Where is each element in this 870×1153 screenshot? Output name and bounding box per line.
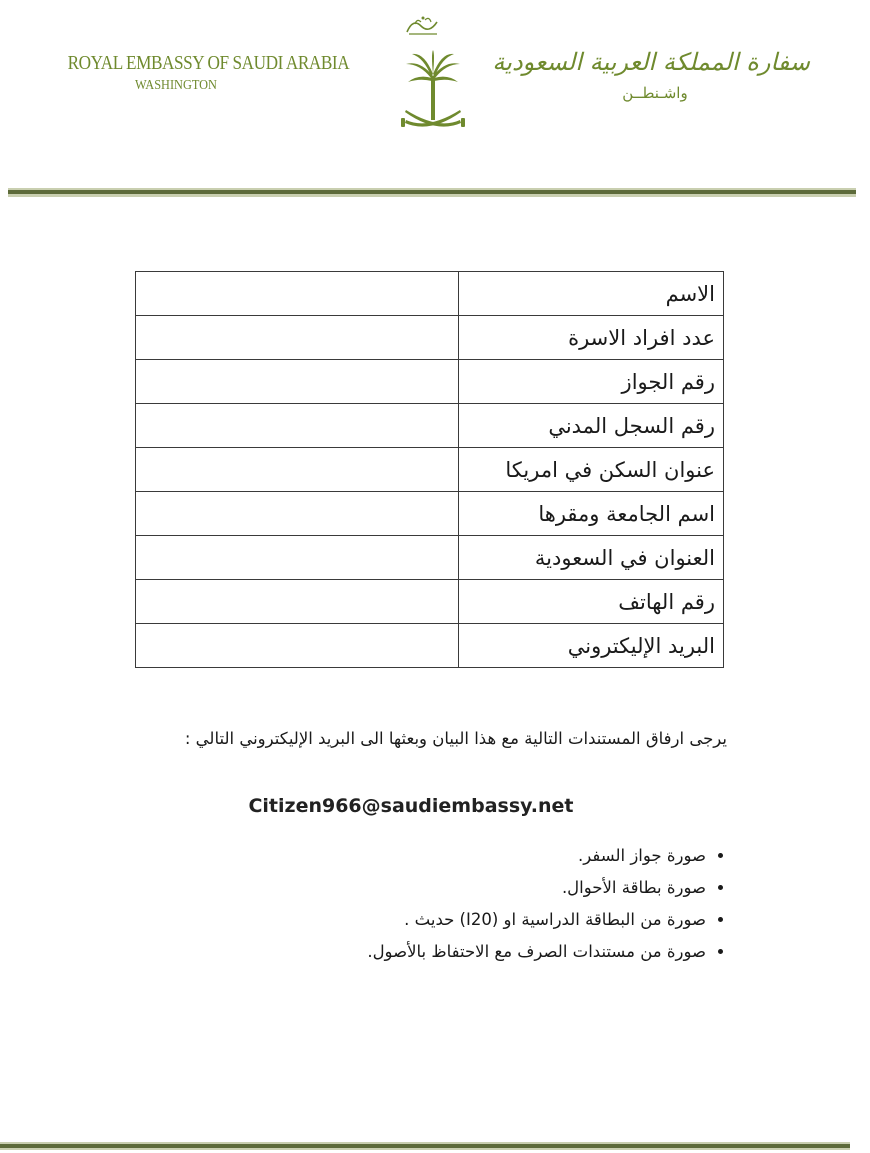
field-label-civil-registry: رقم السجل المدني <box>459 404 724 448</box>
list-item: • صورة جواز السفر. <box>200 840 706 872</box>
table-row <box>136 580 724 624</box>
applicant-info-table <box>135 271 724 668</box>
table-row <box>136 360 724 404</box>
table-row <box>136 316 724 360</box>
field-value-phone[interactable] <box>136 580 459 624</box>
letterhead-english <box>50 52 350 94</box>
table-row <box>136 536 724 580</box>
field-value-saudi-address[interactable] <box>136 536 459 580</box>
city-name-arabic: واشـنطــن <box>622 84 688 102</box>
city-name-english: WASHINGTON <box>135 78 217 93</box>
embassy-name-english: ROYAL EMBASSY OF SAUDI ARABIA <box>67 52 350 74</box>
table-row <box>136 272 724 316</box>
field-value-civil-registry[interactable] <box>136 404 459 448</box>
embassy-name-arabic: سفارة المملكة العربية السعودية <box>492 48 810 76</box>
table-row <box>136 448 724 492</box>
list-item: • صورة من البطاقة الدراسية او (I20) حديث . <box>200 904 706 936</box>
field-value-us-address[interactable] <box>136 448 459 492</box>
field-label-university: اسم الجامعة ومقرها <box>459 492 724 536</box>
table-row <box>136 624 724 668</box>
field-value-name[interactable] <box>136 272 459 316</box>
field-value-family-members[interactable] <box>136 316 459 360</box>
field-value-email[interactable] <box>136 624 459 668</box>
table-row <box>136 404 724 448</box>
header-divider <box>8 188 856 199</box>
submission-email-link[interactable]: Citizen966@saudiembassy.net <box>248 795 574 817</box>
list-item: • صورة من مستندات الصرف مع الاحتفاظ بالأصول. <box>200 936 706 968</box>
field-label-saudi-address: العنوان في السعودية <box>459 536 724 580</box>
letterhead-arabic <box>492 48 810 102</box>
field-value-university[interactable] <box>136 492 459 536</box>
list-item: • صورة بطاقة الأحوال. <box>200 872 706 904</box>
field-label-email: البريد الإليكتروني <box>459 624 724 668</box>
field-label-name: الاسم <box>459 272 724 316</box>
instructions-text: يرجى ارفاق المستندات التالية مع هذا البيان وبعثها الى البريد الإليكتروني التالي : <box>184 729 727 748</box>
royal-monogram-icon <box>403 14 443 38</box>
field-label-passport-number: رقم الجواز <box>459 360 724 404</box>
footer-divider <box>0 1142 850 1150</box>
field-label-us-address: عنوان السكن في امريكا <box>459 448 724 492</box>
field-label-family-members: عدد افراد الاسرة <box>459 316 724 360</box>
field-label-phone: رقم الهاتف <box>459 580 724 624</box>
field-value-passport-number[interactable] <box>136 360 459 404</box>
palm-and-swords-emblem-icon <box>398 50 468 142</box>
table-row <box>136 492 724 536</box>
required-documents-list <box>200 840 732 968</box>
